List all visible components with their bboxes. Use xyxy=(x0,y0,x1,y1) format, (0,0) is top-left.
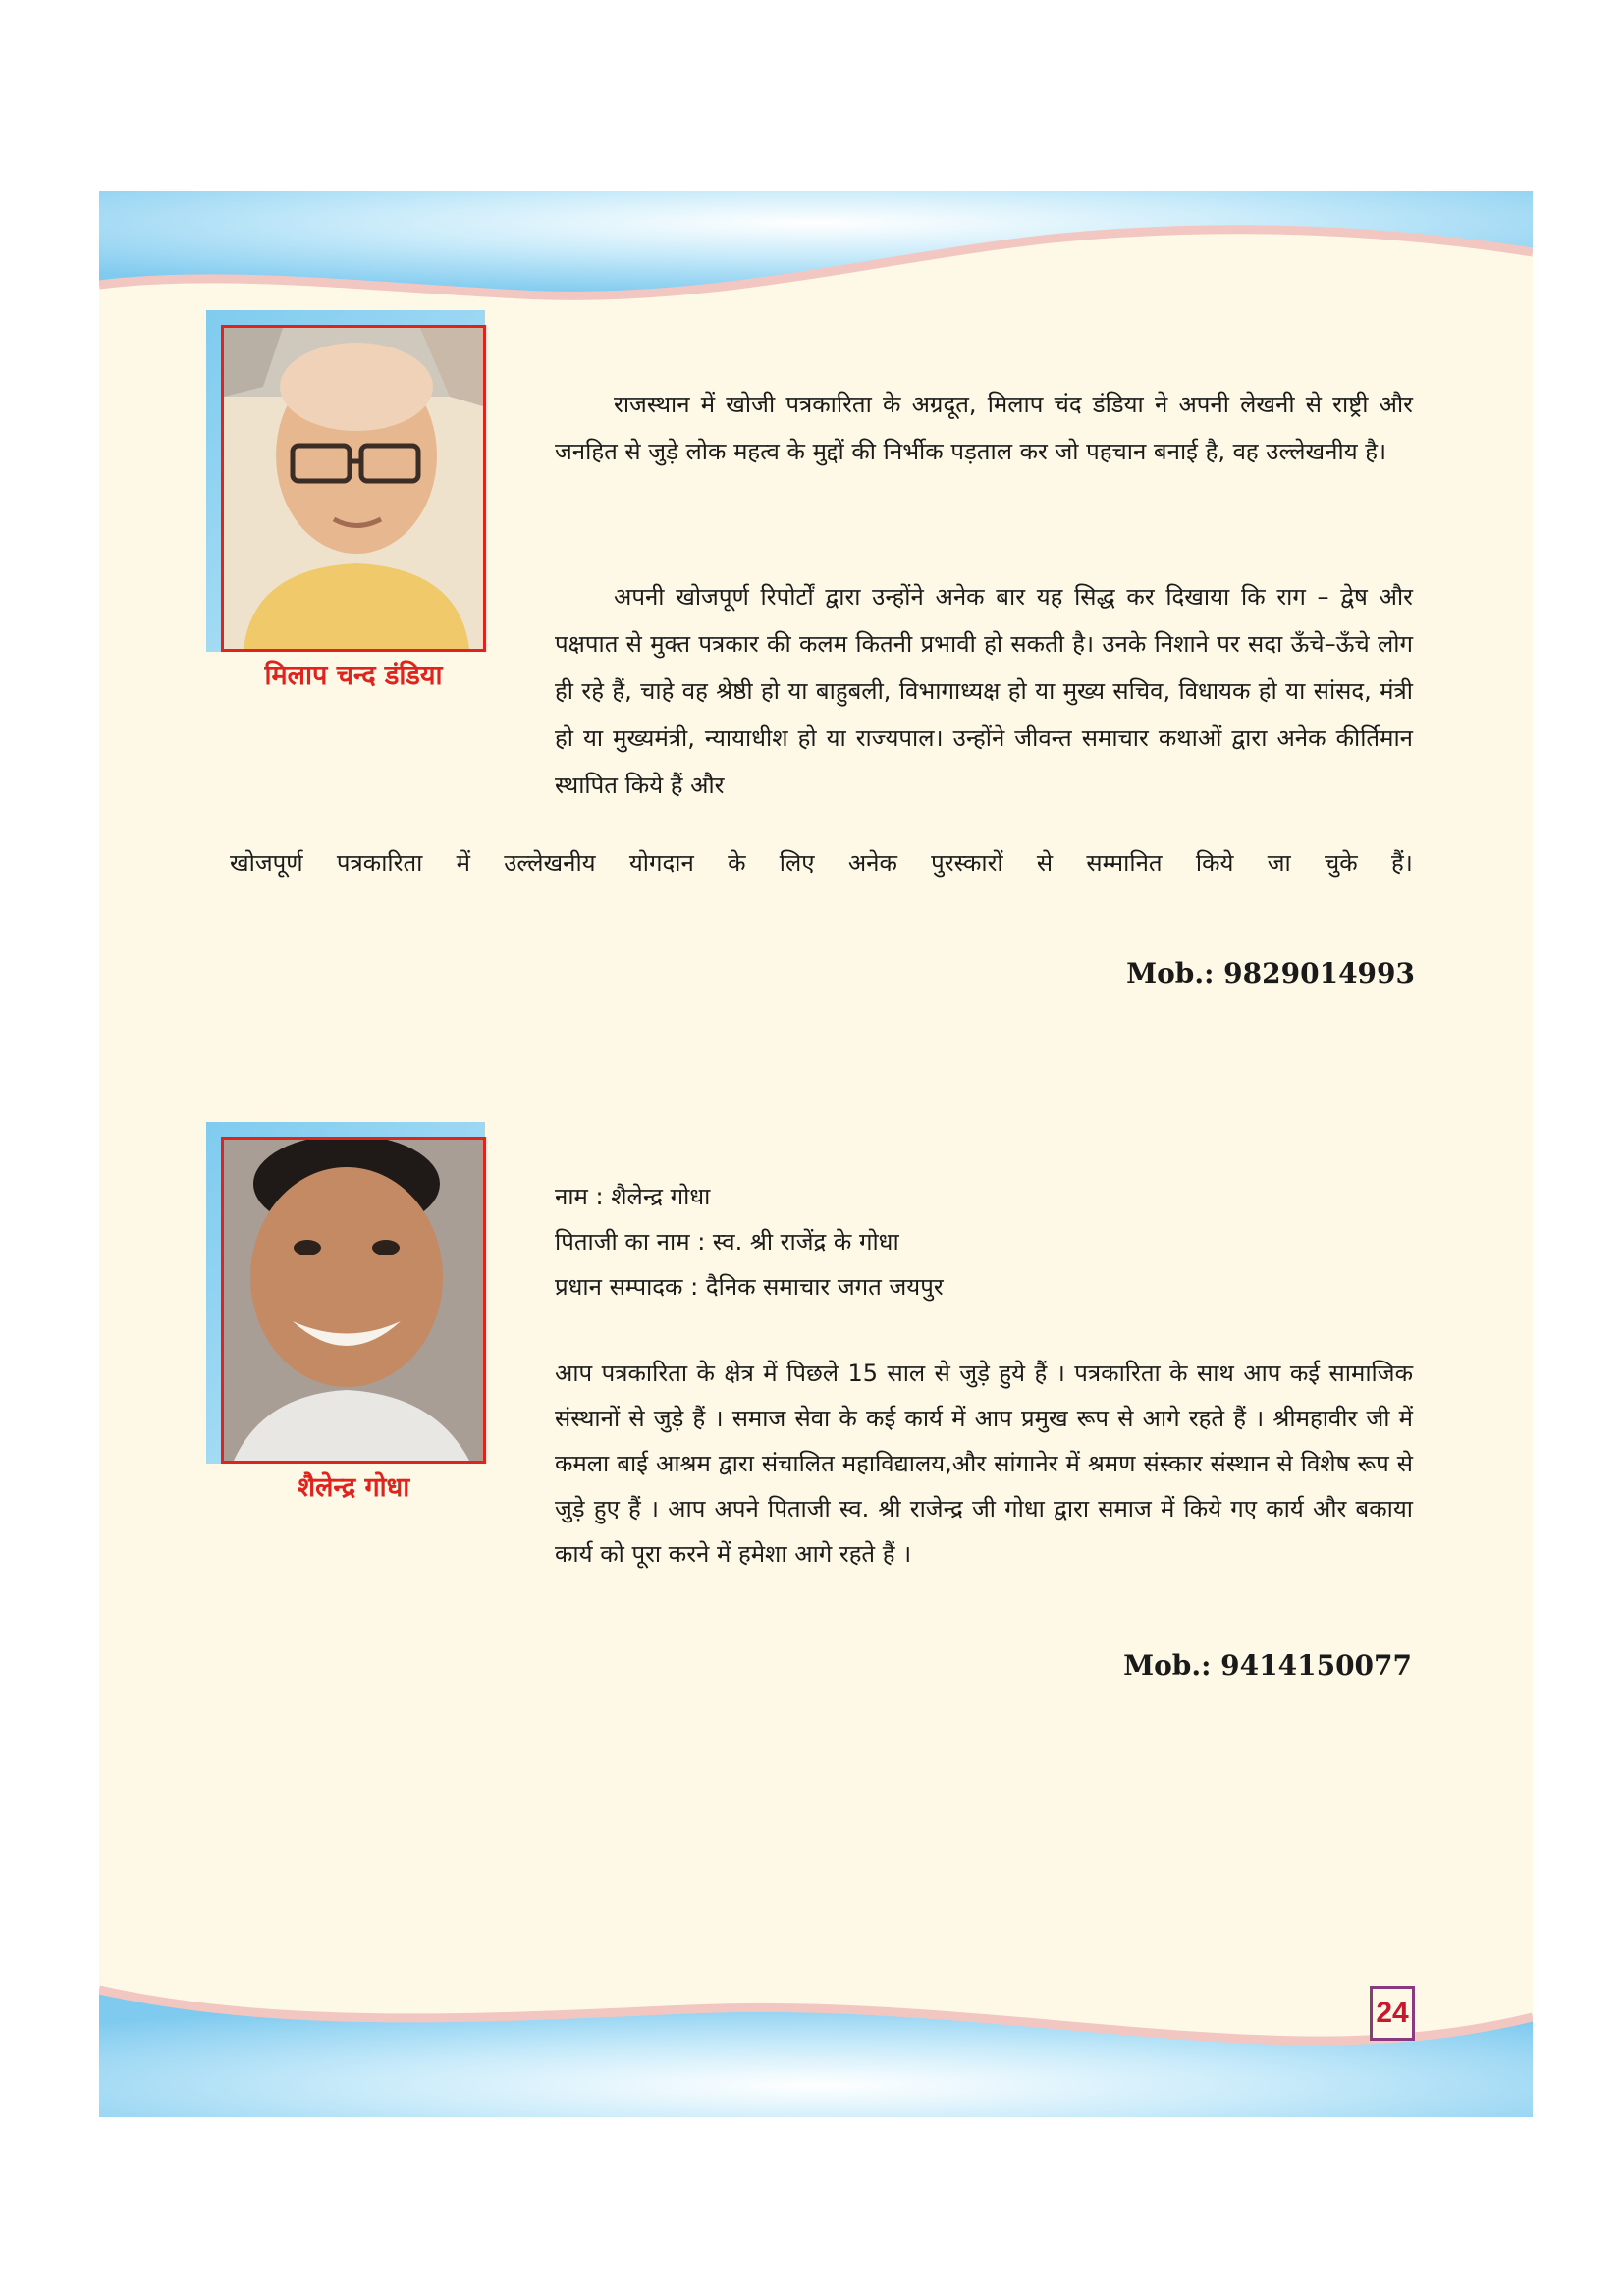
profile1-paragraph-intro: राजस्थान में खोजी पत्रकारिता के अग्रदूत, मिलाप चंद डंडिया ने अपनी लेखनी से राष्ट्री और जनहित से जुड़े लोक महत्व के मुद्दों की निर्भीक पड़ताल कर जो पहचान बनाई है, वह उल्लेखनीय है। xyxy=(555,391,1413,465)
profile2-name-line: नाम : शैलेन्द्र गोधा xyxy=(555,1183,711,1210)
bottom-wave-banner xyxy=(99,1970,1533,2117)
profile2-bio-paragraph: आप पत्रकारिता के क्षेत्र में पिछले 15 साल से जुड़े हुये हैं । पत्रकारिता के साथ आप कई सामाजिक संस्थानों से जुड़े हैं । समाज सेवा के कई कार्य में आप प्रमुख रूप से आगे रहते हैं । श्रीमहावीर जी में कमला बाई आश्रम द्वारा संचालित महाविद्यालय,और सांगानेर में श्रमण संस्कार संस्थान से विशेष रूप से जुड़े हुए हैं । आप अपने पिताजी स्व. श्री राजेन्द्र जी गोधा द्वारा समाज में किये गए कार्य और बकाया कार्य को पूरा करने में हमेशा आगे रहते हैं । xyxy=(555,1360,1413,1568)
photo-caption-shailendra-godha: शैलेन्द्र गोधा xyxy=(297,1472,410,1503)
profile1-paragraph-last-line: खोजपूर्ण पत्रकारिता में उल्लेखनीय योगदान के लिए अनेक पुरस्कारों से सम्मानित किये जा चुके हैं। xyxy=(230,849,1413,877)
profile1-paragraph-reports: अपनी खोजपूर्ण रिपोर्टों द्वारा उन्होंने अनेक बार यह सिद्ध कर दिखाया कि राग – द्वेष और पक्षपात से मुक्त पत्रकार की कलम कितनी प्रभावी हो सकती है। उनके निशाने पर सदा ऊँचे–ऊँचे लोग ही रहे हैं, चाहे वह श्रेष्ठी हो या बाहुबली, विभागाध्यक्ष हो या मुख्य सचिव, विधायक हो या सांसद, मंत्री हो या मुख्यमंत्री, न्यायाधीश हो या राज्यपाल। उन्होंने जीवन्त समाचार कथाओं द्वारा अनेक कीर्तिमान स्थापित किये हैं और xyxy=(555,583,1413,799)
profile2-editor-line: प्रधान सम्पादक : दैनिक समाचार जगत जयपुर xyxy=(555,1273,944,1301)
portrait-illustration xyxy=(224,1140,483,1461)
profile2-mobile-number: Mob.: 9414150077 xyxy=(1123,1649,1412,1682)
top-wave-banner xyxy=(99,191,1533,329)
portrait-illustration xyxy=(224,328,483,649)
page-number: 24 xyxy=(1370,1986,1415,2041)
profile2-father-name-line: पिताजी का नाम : स्व. श्री राजेंद्र के गोधा xyxy=(555,1228,899,1255)
profile1-mobile-number: Mob.: 9829014993 xyxy=(1126,957,1415,989)
shailendra-godha-photo xyxy=(221,1137,486,1464)
photo-caption-milap-chand-dandiya: मिलाप चन्द डंडिया xyxy=(264,661,443,691)
milap-chand-dandiya-photo xyxy=(221,325,486,652)
